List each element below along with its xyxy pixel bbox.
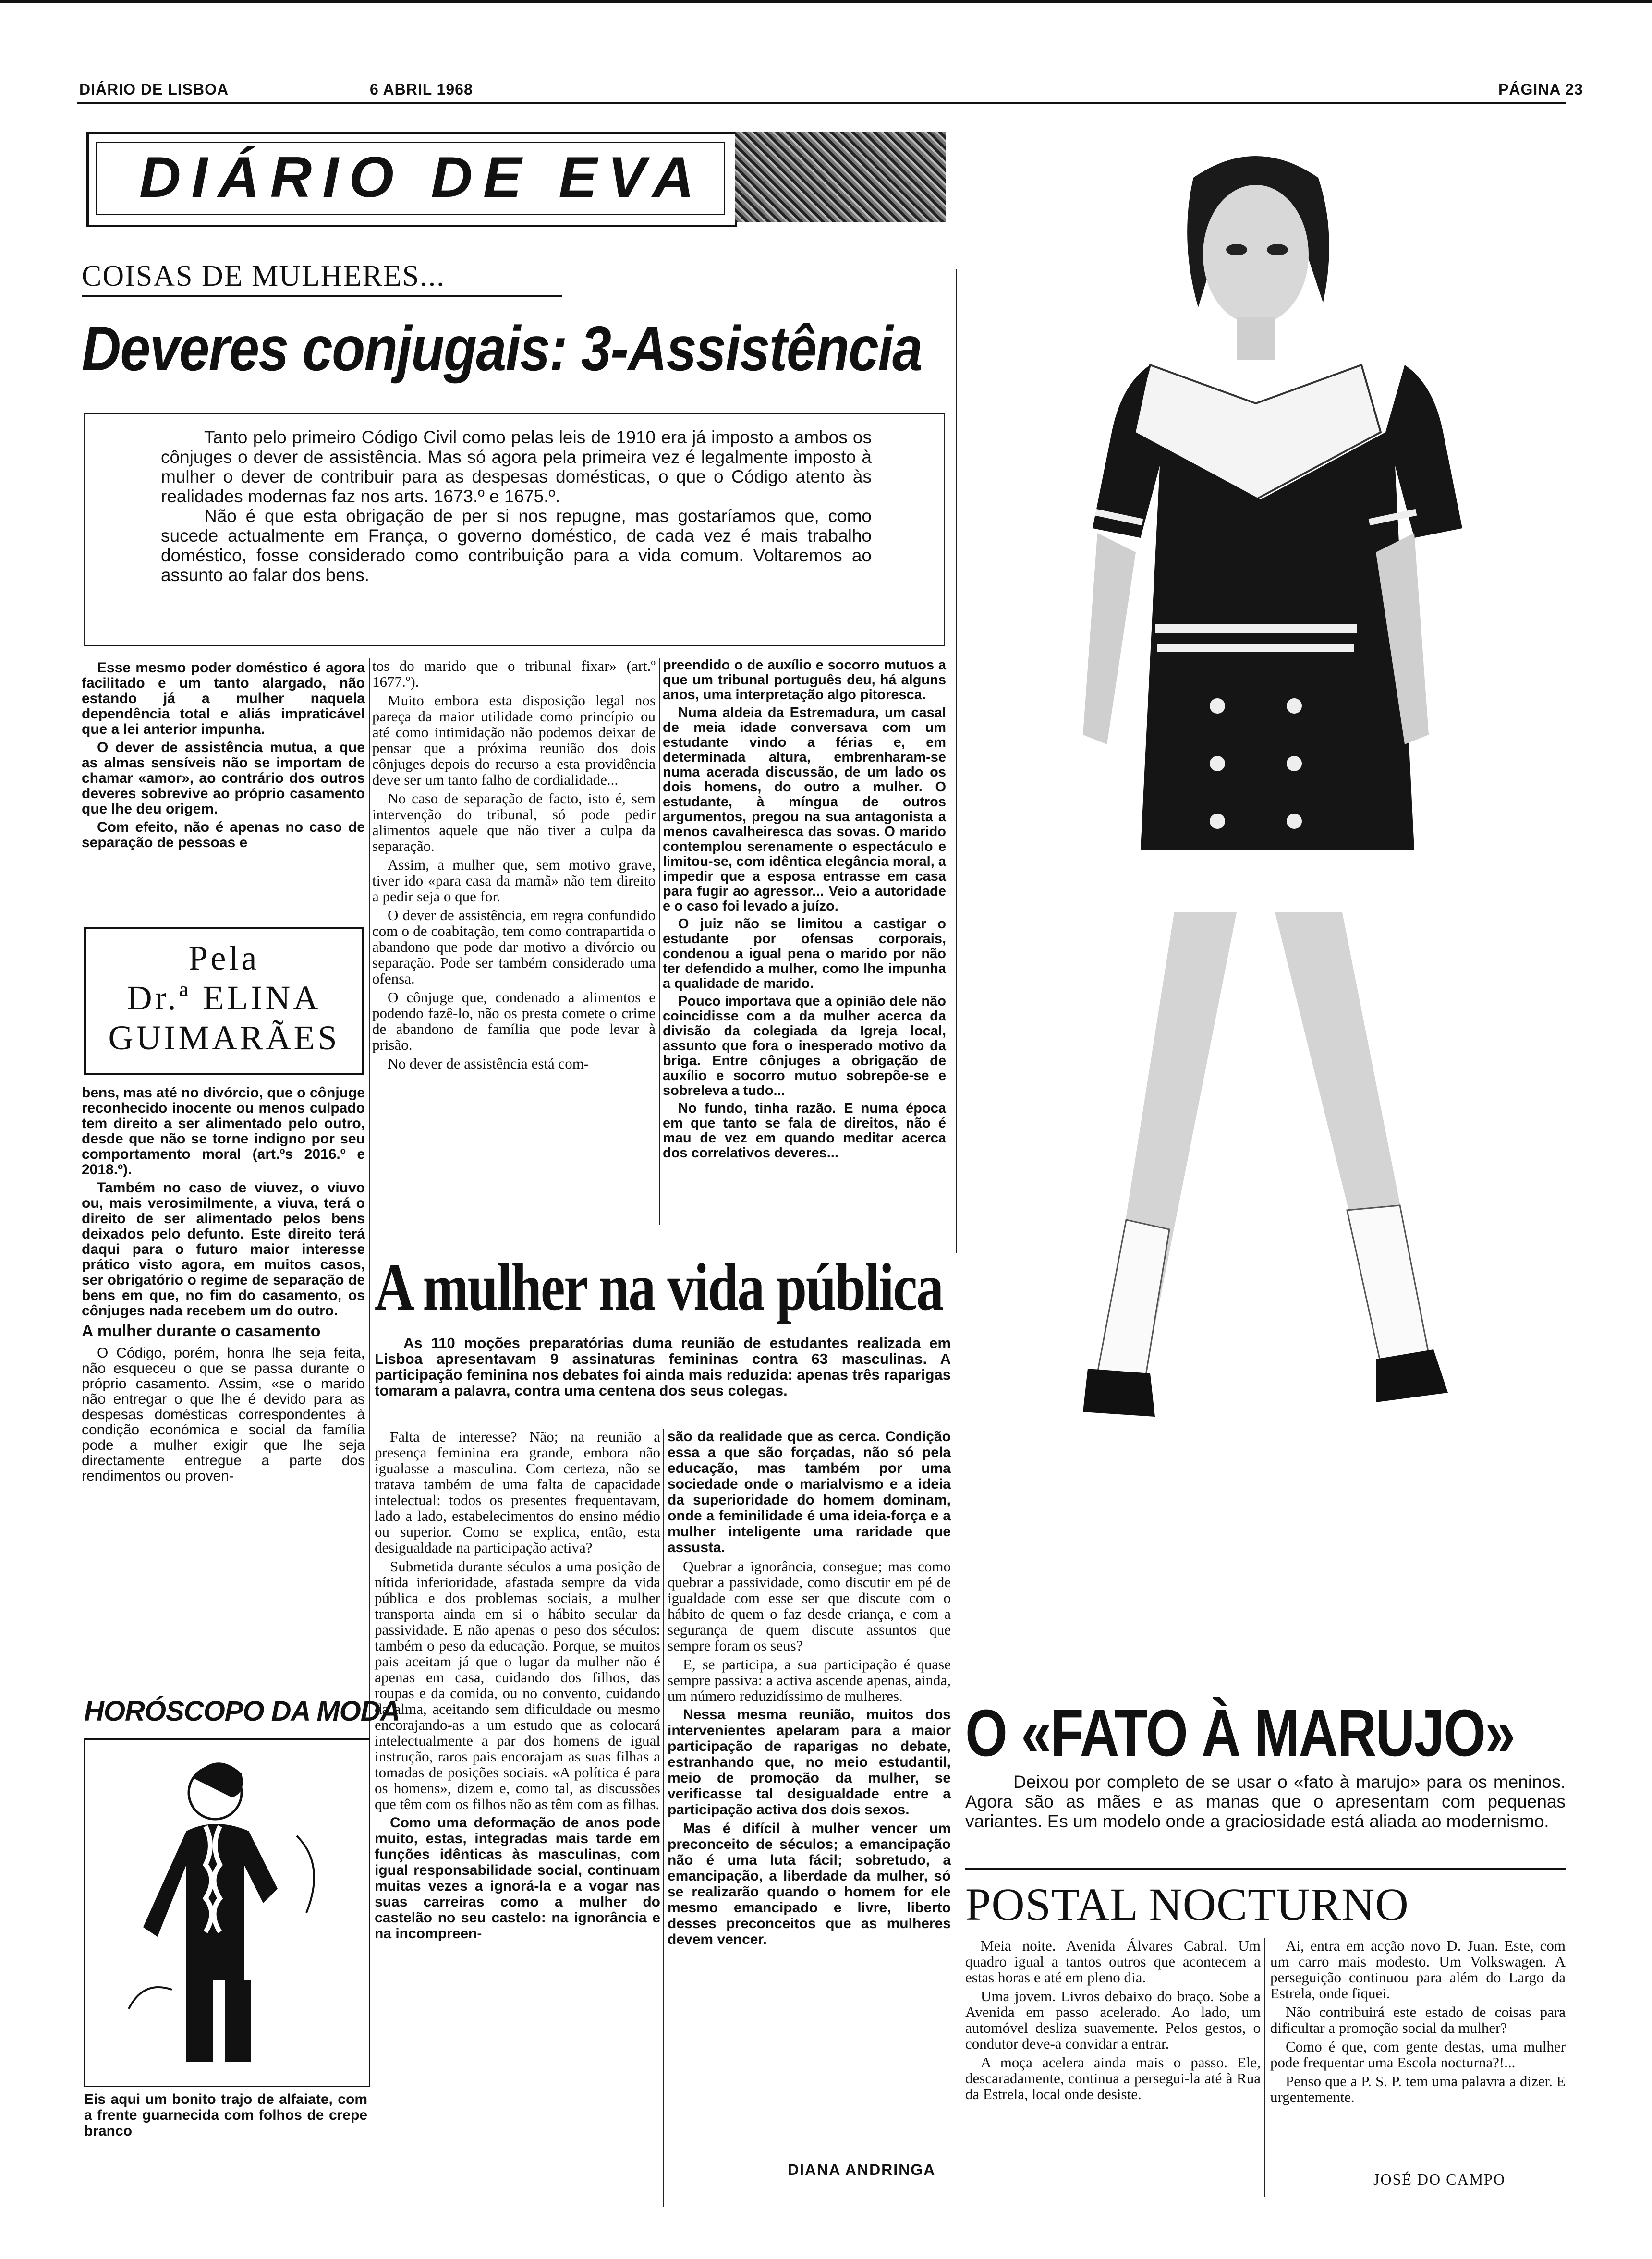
article-paragraph: Esse mesmo poder doméstico é agora facilitado e um tanto alargado, não estando já a mulher naquela dependência total e aliás impraticável que a lei anterior impunha.	[82, 660, 365, 737]
page-date: 6 ABRIL 1968	[370, 81, 473, 98]
fashion-photo	[968, 139, 1568, 1676]
postal-rule	[965, 1868, 1566, 1870]
column-rule	[1264, 1938, 1265, 2197]
horoscopo-title: HORÓSCOPO DA MODA	[84, 1696, 400, 1727]
lead-text	[161, 427, 872, 585]
lead-paragraph: Não é que esta obrigação de per si nos repugne, mas gostaríamos que, como sucede actualmente em França, o governo doméstico, de cada vez é mais trabalho doméstico, fosse considerado como contribuição para a vida comum. Voltaremos ao assunto ao falar dos bens.	[161, 506, 872, 585]
column-rule	[659, 658, 660, 1225]
article-paragraph: Também no caso de viuvez, o viuvo ou, mais verosimilmente, a viuva, terá o direito de ser alimentado pelos bens deixados pelo defunto. Este direito terá daqui para o futuro maior interesse prático visto agora, em muitos casos, ser obrigatório o regime de separação de bens em que, no fim do casamento, os cônjuges nada recebem um do outro.	[82, 1180, 365, 1319]
column-rule	[369, 658, 370, 1753]
article-paragraph: No caso de separação de facto, isto é, sem intervenção do tribunal, só pode pedir alimentos aquele que não tiver a culpa da separação.	[372, 790, 656, 854]
tailor-suit-illustration	[85, 1740, 369, 2086]
vida-lead: As 110 moções preparatórias duma reunião de estudantes realizada em Lisboa apresentavam 9 assinaturas femininas contra 63 masculinas. A participação feminina nos debates foi ainda mais reduzida: apenas três raparigas tomaram a palavra, contra uma centena dos seus colegas.	[375, 1335, 951, 1399]
article-paragraph: são da realidade que as cerca. Condição essa a que são forçadas, não só pela educação, mas também por uma sociedade onde o marialvismo e a ideia da superioridade do homem dominam, onde a feminilidade é uma ideia-força e a mulher inteligente uma raridade que assusta.	[668, 1429, 951, 1555]
article-paragraph: Numa aldeia da Estremadura, um casal de meia idade conversava com um estudante vindo a férias e, em determinada altura, embrenharam-se numa acerada discussão, de um lado os dois homens, do outro a mulher. O estudante, à míngua de outros argumentos, pregou na sua antagonista a menos cavalheiresca das sovas. O marido contemplou serenamente o espectáculo e limitou-se, com idêntica elegância moral, a impedir que a esposa entrasse em casa para fugir ao agressor... Veio a autoridade e o caso foi levado a juízo.	[663, 705, 946, 914]
lead-paragraph: Tanto pelo primeiro Código Civil como pelas leis de 1910 era já imposto a ambos os cônjuges o dever de assistência. Mas só agora pela primeira vez é legalmente imposto à mulher o dever de contribuir para as despesas domésticas, o que o Código atento às realidades modernas faz nos arts. 1673.º e 1675.º.	[161, 427, 872, 506]
newspaper-name: DIÁRIO DE LISBOA	[79, 81, 229, 98]
article-paragraph: O dever de assistência, em regra confundido com o de coabitação, tem como contrapartida o abandono que pode dar motivo a divórcio ou separação. Pode ser também considerado uma ofensa.	[372, 907, 656, 987]
horoscopo-caption: Eis aqui um bonito trajo de alfaiate, com a frente guarnecida com folhos de crepe branco	[84, 2091, 367, 2139]
article-paragraph: Falta de interesse? Não; na reunião a presença feminina era grande, embora não igualasse a masculina. Com certeza, não se tratava também de uma falta de capacidade intelectual: todos os presentes frequentavam, lado a lado, estabelecimentos do ensino médio ou superior. Como se explica, então, esta desigualdade na participação activa?	[375, 1428, 660, 1556]
article-paragraph: No fundo, tinha razão. E numa época em que tanto se fala de direitos, não é mau de vez em quando meditar acerca dos correlativos deveres...	[663, 1101, 946, 1161]
section-title: DIÁRIO DE EVA	[139, 145, 705, 209]
article-paragraph: Submetida durante séculos a uma posição de nítida inferioridade, afastada sempre da vida pública e dos problemas sociais, a mulher transporta ainda em si o hábito secular da passividade. E não apenas o peso dos séculos: também o peso da educação. Porque, se muitos pais aceitam já que o lugar da mulher não é apenas em casa, cuidando dos filhos, das roupas e da comida, ou no convento, cuidando da alma, aceitando sem dificuldade ou mesmo encorajando-as a um estudo que as colocará intelectualmente a par dos homens de igual instrução, raros pais encorajam as suas filhas a tomadas de posições sociais. «A política é para os homens», dizem e, como tal, as discussões que têm com os filhos não as têm com as filhas.	[375, 1558, 660, 1812]
postal-headline: POSTAL NOCTURNO	[965, 1879, 1409, 1930]
section-engraving	[735, 132, 946, 222]
article-paragraph: Muito embora esta disposição legal nos pareça da maior utilidade como princípio ou até como intimidação não podemos deixar de pensar que a próxima reunião dos dois cônjuges depois do recurso a esta providência deve ser um tanto falho de cordialidade...	[372, 692, 656, 788]
byline-line-3: GUIMARÃES	[108, 1019, 340, 1057]
byline-line-1: Pela	[188, 939, 260, 977]
article-paragraph: Meia noite. Avenida Álvares Cabral. Um quadro igual a tantos outros que acontecem a estas horas e até em pleno dia.	[965, 1937, 1261, 1986]
article-paragraph: Pouco importava que a opinião dele não coincidisse com a da mulher acerca da divisão da colegiada da Igreja local, assunto que fora o inesperado motivo da briga. Entre cônjuges a obrigação de auxílio e socorro mutuo sobrepõe-se e sobreleva a tudo...	[663, 994, 946, 1098]
article-paragraph: O cônjuge que, condenado a alimentos e podendo fazê-lo, não os presta comete o crime de abandono de família que pode levar à prisão.	[372, 989, 656, 1053]
lead-box-left-rule	[84, 413, 85, 646]
article-paragraph: Mas é difícil à mulher vencer um preconceito de séculos; a emancipação não é uma luta fácil; sobretudo, a emancipação, a liberdade da mulher, só se realizarão quando o homem for ele mesmo emancipado e livre, liberto desses preconceitos que as mulheres devem vencer.	[668, 1821, 951, 1947]
article-paragraph: Nessa mesma reunião, muitos dos intervenientes apelaram para a maior participação de raparigas no debate, estranhando que, no meio estudantil, meio de promoção da mulher, se verificasse tal desigualdade entre a participação activa dos dois sexos.	[668, 1707, 951, 1818]
marujo-headline: O «FATO À MARUJO»	[965, 1696, 1515, 1770]
main-headline: Deveres conjugais: 3-Assistência	[82, 313, 922, 384]
column-rule	[663, 1429, 664, 2207]
column-3	[663, 658, 946, 1164]
column-1-bottom	[82, 1085, 365, 1487]
vida-column-a	[375, 1429, 660, 1944]
article-paragraph: O Código, porém, honra lhe seja feita, não esqueceu o que se passa durante o próprio casamento. Assim, «se o marido não entregar o que lhe é devido para as despesas domésticas correspondentes à condição económica e social da família pode a mulher exigir que lhe seja directamente entregue a parte dos rendimentos ou proven-	[82, 1345, 365, 1484]
article-paragraph: O juiz não se limitou a castigar o estudante por ofensas corporais, condenou a igual pena o marido por não ter defendido a mulher, como lhe impunha a qualidade de marido.	[663, 916, 946, 991]
byline-line-2: Dr.ª ELINA	[127, 979, 321, 1017]
article-paragraph: Como é que, com gente destas, uma mulher pode frequentar uma Escola nocturna?!...	[1270, 2038, 1566, 2071]
article-paragraph: preendido o de auxílio e socorro mutuos a que um tribunal português deu, há alguns anos, uma interpretação algo pitoresca.	[663, 657, 946, 703]
article-subhead: A mulher durante o casamento	[82, 1322, 321, 1340]
article-paragraph: A moça acelera ainda mais o passo. Ele, descaradamente, continua a persegui-la até à Rua da Estrela, local onde desiste.	[965, 2054, 1261, 2102]
article-paragraph: Penso que a P. S. P. tem uma palavra a dizer. E urgentemente.	[1270, 2073, 1566, 2105]
vida-signature: DIANA ANDRINGA	[788, 2161, 936, 2178]
article-paragraph: tos do marido que o tribunal fixar» (art.º 1677.º).	[372, 657, 656, 690]
postal-signature: JOSÉ DO CAMPO	[1373, 2171, 1506, 2188]
column-rule	[956, 269, 957, 1253]
horoscopo-illustration	[84, 1738, 370, 2087]
article-paragraph: Como uma deformação de anos pode muito, estas, integradas mais tarde em funções idênticas às masculinas, com igual responsabilidade social, continuam muitas vezes a ignorá-la e a vogar nas suas carreiras como a mulher do castelão no seu castelo: na ignorância e na incompreen-	[375, 1815, 660, 1942]
article-paragraph: Assim, a mulher que, sem motivo grave, tiver ido «para casa da mamã» não tem direito a pedir seja o que for.	[372, 856, 656, 905]
postal-column-a	[965, 1938, 1261, 2105]
article-paragraph: O dever de assistência mutua, a que as almas sensíveis não se importam de chamar «amor», ao contrário dos outros deveres sobrevive ao próprio casamento que lhe deu origem.	[82, 740, 365, 817]
column-2	[372, 658, 656, 1074]
article-paragraph: bens, mas até no divórcio, que o cônjuge reconhecido inocente ou menos culpado tem direito a ser alimentado pelo outro, desde que não se torne indigno por seu comportamento moral (art.ºs 2016.º e 2018.º).	[82, 1085, 365, 1178]
marujo-text: Deixou por completo de se usar o «fato à marujo» para os meninos. Agora são as mães e as manas que o apresentam com pequenas variantes. Es um modelo onde a graciosidade está aliada ao modernismo.	[965, 1772, 1566, 1831]
article-paragraph: Uma jovem. Livros debaixo do braço. Sobe a Avenida em passo acelerado. Ao lado, um automóvel desliza suavemente. Pelos gestos, o condutor deve-a convidar a entrar.	[965, 1988, 1261, 2052]
vida-headline: A mulher na vida pública	[375, 1250, 943, 1324]
section-kicker: COISAS DE MULHERES...	[82, 260, 445, 292]
article-paragraph: Não contribuirá este estado de coisas para dificultar a promoção social da mulher?	[1270, 2004, 1566, 2036]
lead-box-right-rule	[944, 413, 945, 646]
article-paragraph: Com efeito, não é apenas no caso de separação de pessoas e	[82, 819, 365, 850]
article-paragraph: Quebrar a ignorância, consegue; mas como quebrar a passividade, como discutir em pé de igualdade com esse ser que discute com o hábito de quem o faz desde criança, e com a segurança de quem discute assuntos que sempre foram os seus?	[668, 1558, 951, 1654]
sailor-dress-model	[968, 139, 1568, 1676]
vida-column-b	[668, 1429, 951, 1950]
header-rule	[77, 102, 1566, 104]
column-1-top	[82, 660, 365, 853]
article-paragraph: E, se participa, a sua participação é quase sempre passiva: a activa ascende apenas, ainda, um número reduzidíssimo de mulheres.	[668, 1656, 951, 1704]
byline-box	[84, 927, 364, 1075]
postal-column-b	[1270, 1938, 1566, 2108]
kicker-rule	[82, 295, 562, 297]
page-number: PÁGINA 23	[1498, 81, 1583, 98]
article-paragraph: No dever de assistência está com-	[388, 1055, 589, 1072]
top-border	[0, 0, 1652, 3]
article-paragraph: Ai, entra em acção novo D. Juan. Este, com um carro mais modesto. Um Volkswagen. A perseguição continuou para além do Largo da Estrela, onde fiquei.	[1270, 1937, 1566, 2002]
